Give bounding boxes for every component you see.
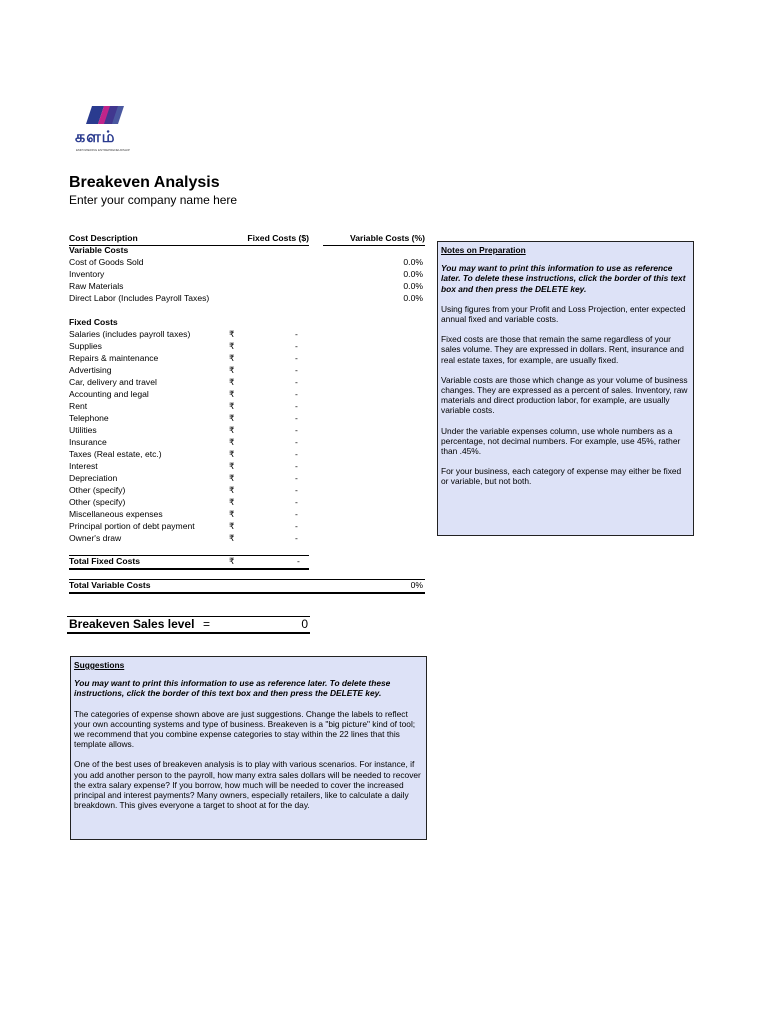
- row-label: Depreciation: [69, 473, 118, 483]
- fixed-cost-cell[interactable]: -: [295, 329, 298, 339]
- currency-symbol: ₹: [229, 485, 235, 495]
- row-label: Car, delivery and travel: [69, 377, 157, 387]
- row-label: Raw Materials: [69, 281, 124, 291]
- currency-symbol: ₹: [229, 533, 235, 543]
- fixed-cost-cell[interactable]: -: [295, 401, 298, 411]
- currency-symbol: ₹: [229, 365, 235, 375]
- total-fixed-label: Total Fixed Costs: [69, 556, 140, 566]
- fixed-cost-row: [69, 473, 425, 485]
- currency-symbol: ₹: [229, 461, 235, 471]
- fixed-cost-cell[interactable]: -: [295, 509, 298, 519]
- fixed-cost-cell[interactable]: -: [295, 533, 298, 543]
- currency-symbol: ₹: [229, 353, 235, 363]
- fixed-cost-row: [69, 449, 425, 461]
- notes-italic: You may want to print this information to use as reference later. To delete these instructions, click the border of this text box and then press the DELETE key.: [441, 263, 686, 294]
- col-header-description: Cost Description: [69, 233, 235, 246]
- variable-cost-row: [69, 281, 425, 293]
- row-label: Accounting and legal: [69, 389, 149, 399]
- row-label: Direct Labor (Includes Payroll Taxes): [69, 293, 210, 303]
- row-label: Principal portion of debt payment: [69, 521, 195, 531]
- fixed-cost-cell[interactable]: -: [295, 497, 298, 507]
- fixed-cost-row: [69, 353, 425, 365]
- row-label: Insurance: [69, 437, 107, 447]
- fixed-cost-row: [69, 365, 425, 377]
- currency-symbol: ₹: [229, 425, 235, 435]
- breakeven-row: [67, 616, 310, 634]
- fixed-cost-row: [69, 437, 425, 449]
- currency-symbol: ₹: [229, 449, 235, 459]
- variable-cost-row: [69, 293, 425, 305]
- fixed-cost-row: [69, 521, 425, 533]
- variable-costs-heading: Variable Costs: [69, 245, 129, 255]
- notes-para: Variable costs are those which change as your volume of business changes. They are expressed as a percent of sales. Inventory, raw materials and direct production labor, for example, are usually variable costs.: [441, 374, 688, 416]
- row-label: Owner's draw: [69, 533, 122, 543]
- row-label: Rent: [69, 401, 88, 411]
- currency-symbol: ₹: [229, 341, 235, 351]
- notes-para: Using figures from your Profit and Loss Projection, enter expected annual fixed and variable costs.: [441, 303, 686, 325]
- row-label: Telephone: [69, 413, 109, 423]
- currency-symbol: ₹: [229, 329, 235, 339]
- currency-symbol: ₹: [229, 473, 235, 483]
- fixed-cost-cell[interactable]: -: [295, 425, 298, 435]
- row-label: Inventory: [69, 269, 105, 279]
- breakeven-label: Breakeven Sales level: [69, 617, 195, 631]
- fixed-cost-row: [69, 389, 425, 401]
- row-label: Utilities: [69, 425, 97, 435]
- fixed-cost-cell[interactable]: -: [295, 389, 298, 399]
- currency-symbol: ₹: [229, 437, 235, 447]
- page-title: Breakeven Analysis: [69, 174, 220, 191]
- fixed-cost-cell[interactable]: -: [295, 461, 298, 471]
- row-label: Salaries (includes payroll taxes): [69, 329, 191, 339]
- fixed-cost-row: [69, 425, 425, 437]
- currency-symbol: ₹: [229, 377, 235, 387]
- notes-para: For your business, each category of expense may either be fixed or variable, but not both.: [441, 466, 682, 487]
- variable-pct-cell[interactable]: 0.0%: [403, 281, 423, 291]
- suggestions-heading: Suggestions: [74, 660, 125, 670]
- fixed-cost-cell[interactable]: -: [295, 413, 298, 423]
- fixed-cost-cell[interactable]: -: [295, 341, 298, 351]
- currency-symbol: ₹: [229, 521, 235, 531]
- fixed-cost-cell[interactable]: -: [295, 365, 298, 375]
- fixed-cost-row: [69, 509, 425, 521]
- suggestions-para: One of the best uses of breakeven analysis is to play with various scenarios. For instance, if you add another person to the payroll, how many extra sales dollars will be needed to recover the extra salary expense? If you borrow, how much will be needed to cover the increased principal and interest payments? Many owners, especially retailers, like to calculate a daily breakdown. This gives everyone a target to shoot at for the day.: [74, 759, 421, 811]
- fixed-cost-row: [69, 533, 425, 545]
- fixed-cost-cell[interactable]: -: [295, 485, 298, 495]
- row-label: Advertising: [69, 365, 112, 375]
- total-fixed-value: -: [297, 556, 300, 566]
- row-label: Miscellaneous expenses: [69, 509, 163, 519]
- fixed-cost-row: [69, 461, 425, 473]
- fixed-cost-row: [69, 377, 425, 389]
- fixed-cost-row: [69, 401, 425, 413]
- currency-symbol: ₹: [229, 401, 235, 411]
- row-label: Cost of Goods Sold: [69, 257, 144, 267]
- breakeven-value: 0: [301, 617, 308, 631]
- row-label: Other (specify): [69, 485, 126, 495]
- suggestions-para: The categories of expense shown above are just suggestions. Change the labels to reflect your own accounting systems and type of business. Breakeven is a "big picture" kind of tool; we recommend that you combine expense categories to stay within the 22 lines that this template allows.: [74, 708, 416, 750]
- notes-para: Under the variable expenses column, use whole numbers as a percentage, not decimal numbers. For example, use 45%, rather than .45%.: [441, 425, 681, 457]
- total-variable-row: [69, 579, 425, 594]
- variable-pct-cell[interactable]: 0.0%: [403, 257, 423, 267]
- total-variable-value: 0%: [410, 580, 423, 590]
- col-header-variable: Variable Costs (%): [323, 233, 425, 246]
- fixed-cost-row: [69, 485, 425, 497]
- total-fixed-row: [69, 555, 309, 570]
- fixed-cost-cell[interactable]: -: [295, 437, 298, 447]
- col-header-fixed: Fixed Costs ($): [235, 233, 309, 246]
- logo-text: களம்: [75, 129, 116, 146]
- logo-tagline: EMPOWERING ENTREPRENEURSHIP: [76, 148, 130, 152]
- fixed-cost-cell[interactable]: -: [295, 521, 298, 531]
- row-label: Supplies: [69, 341, 102, 351]
- row-label: Taxes (Real estate, etc.): [69, 449, 162, 459]
- breakeven-equals: =: [203, 617, 211, 631]
- fixed-cost-row: [69, 413, 425, 425]
- fixed-cost-row: [69, 329, 425, 341]
- total-fixed-currency: ₹: [229, 556, 235, 566]
- variable-cost-row: [69, 257, 425, 269]
- total-variable-label: Total Variable Costs: [69, 580, 151, 590]
- fixed-cost-cell[interactable]: -: [295, 377, 298, 387]
- suggestions-italic: You may want to print this information to use as reference later. To delete these instructions, click the border of this text box and then press the DELETE key.: [74, 678, 391, 699]
- fixed-cost-cell[interactable]: -: [295, 473, 298, 483]
- currency-symbol: ₹: [229, 413, 235, 423]
- row-label: Interest: [69, 461, 98, 471]
- currency-symbol: ₹: [229, 389, 235, 399]
- fixed-cost-row: [69, 341, 425, 353]
- variable-pct-cell[interactable]: 0.0%: [403, 269, 423, 279]
- variable-pct-cell[interactable]: 0.0%: [403, 293, 423, 303]
- fixed-costs-heading: Fixed Costs: [69, 317, 118, 327]
- notes-textbox[interactable]: [437, 241, 694, 536]
- notes-heading: Notes on Preparation: [441, 245, 526, 255]
- row-label: Repairs & maintenance: [69, 353, 159, 363]
- suggestions-textbox[interactable]: [70, 656, 427, 840]
- row-label: Other (specify): [69, 497, 126, 507]
- notes-para: Fixed costs are those that remain the same regardless of your sales volume. They are expressed in dollars. Rent, insurance and real estate taxes, for example, are usually fixed.: [441, 334, 684, 365]
- currency-symbol: ₹: [229, 497, 235, 507]
- variable-cost-row: [69, 269, 425, 281]
- currency-symbol: ₹: [229, 509, 235, 519]
- company-name-field[interactable]: Enter your company name here: [69, 193, 238, 207]
- fixed-cost-cell[interactable]: -: [295, 449, 298, 459]
- fixed-cost-cell[interactable]: -: [295, 353, 298, 363]
- fixed-cost-row: [69, 497, 425, 509]
